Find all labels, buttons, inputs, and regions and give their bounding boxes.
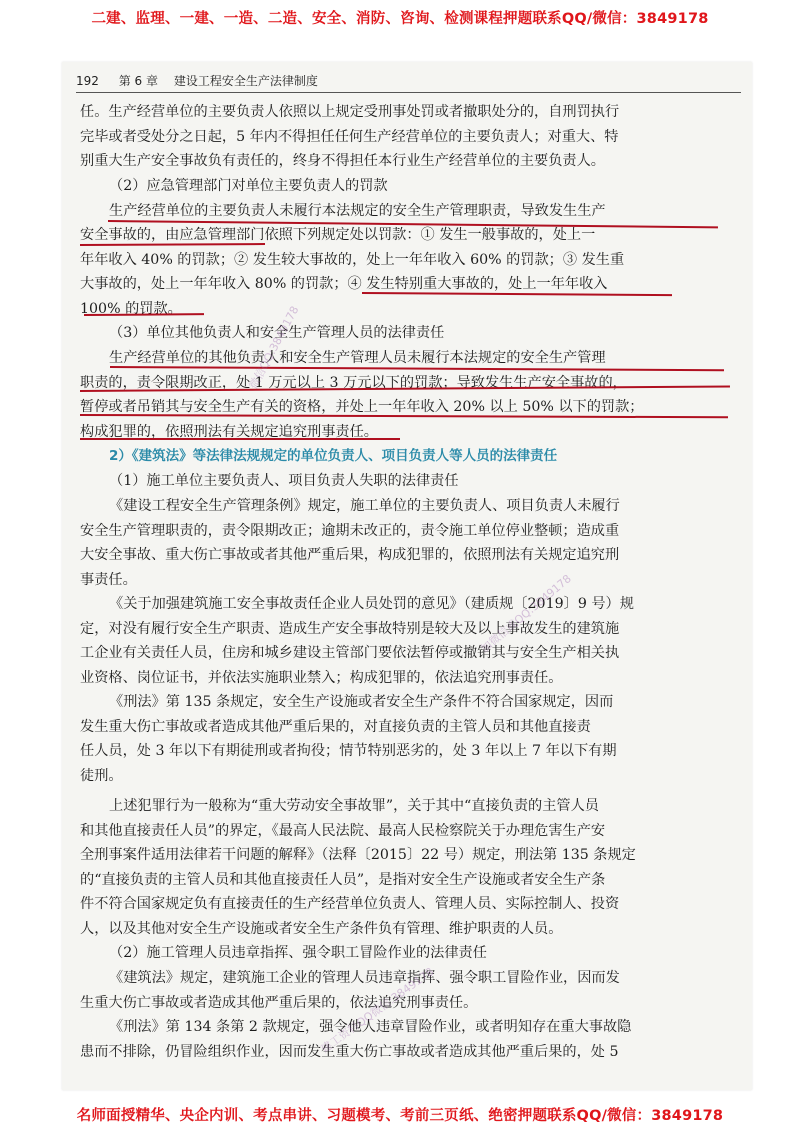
text-line: 定，对没有履行安全生产职责、造成生产安全事故特别是较大及以上事故发生的建筑施	[80, 620, 620, 637]
text-line: 构成犯罪的，依照刑法有关规定追究刑事责任。	[80, 423, 378, 440]
text-line: 徒刑。	[80, 767, 123, 784]
text-line: 《建筑法》规定，建筑施工企业的管理人员违章指挥、强令职工冒险作业，因而发	[109, 970, 620, 986]
text-line: 《关于加强建筑施工安全事故责任企业人员处罚的意见》（建质规〔2019〕9 号）规	[109, 596, 634, 612]
subsection-heading: （1）施工单位主要负责人、项目负责人失职的法律责任	[109, 473, 459, 489]
text-line: 安全事故的，由应急管理部门依照下列规定处以罚款：① 发生一般事故的，处上一	[80, 227, 596, 243]
text-line: 事责任。	[80, 571, 137, 588]
watermark: 加微信或QQ:3849178	[478, 572, 574, 656]
text-line: 任人员，处 3 年以下有期徒刑或者拘役；情节特别恶劣的，处 3 年以上 7 年以下有期	[80, 743, 617, 759]
red-underline	[80, 438, 400, 440]
text-line: 大安全事故、重大伤亡事故或者其他严重后果，构成犯罪的，依照刑法有关规定追究刑	[80, 547, 620, 563]
text-line: 患而不排除，仍冒险组织作业，因而发生重大伤亡事故或者造成其他严重后果的，处 5	[80, 1043, 619, 1060]
book-page	[62, 62, 752, 1090]
text-line: 生重大伤亡事故或者造成其他严重后果的，依法追究刑事责任。	[80, 994, 478, 1011]
page-header	[76, 70, 741, 93]
text-line: 《刑法》第 135 条规定，安全生产设施或者安全生产条件不符合国家规定，因而	[109, 694, 614, 710]
subsection-heading: （3）单位其他负责人和安全生产管理人员的法律责任	[109, 325, 445, 341]
text-line: 工企业有关责任人员，住房和城乡建设主管部门要依法暂停或撤销其与安全生产相关执	[80, 645, 620, 661]
chapter-title: 建设工程安全生产法律制度	[173, 74, 318, 88]
text-line: 任。生产经营单位的主要负责人依照以上规定受刑事处罚或者撤职处分的，自刑罚执行	[80, 104, 620, 120]
text-line: 职责的，责令限期改正，处 1 万元以上 3 万元以下的罚款；导致发生生产安全事故的，	[80, 374, 627, 391]
text-line: 暂停或者吊销其与安全生产有关的资格，并处上一年年收入 20% 以上 50% 以下的罚款；	[80, 399, 644, 415]
text-line: 和其他直接责任人员”的界定，《最高人民法院、最高人民检察院关于办理危害生产安	[80, 822, 606, 839]
text-line: 件不符合国家规定负有直接责任的生产经营单位负责人、管理人员、实际控制人、投资	[80, 896, 620, 912]
text-line: 人，以及其他对安全生产设施或者安全生产条件负有管理、维护职责的人员。	[80, 920, 563, 937]
text-line: 100% 的罚款。	[80, 300, 182, 317]
text-line: 的“直接负责的主管人员和其他直接责任人员”，是指对安全生产设施或者安全生产条	[80, 871, 606, 888]
text-line: 上述犯罪行为一般称为“重大劳动安全事故罪”，关于其中“直接负责的主管人员	[109, 798, 599, 814]
text-line: 完毕或者受处分之日起，5 年内不得担任任何生产经营单位的主要负责人；对重大、特	[80, 128, 619, 145]
subsection-heading: （2）施工管理人员违章指挥、强令职工冒险作业的法律责任	[109, 945, 487, 961]
bottom-promo-banner: 名师面授精华、央企内训、考点串讲、习题模考、考前三页纸、绝密押题联系QQ/微信：3849178	[76, 1108, 724, 1124]
text-line: 别重大生产安全事故负有责任的，终身不得担任本行业生产经营单位的主要负责人。	[80, 153, 605, 169]
text-line: 业资格、岗位证书，并依法实施职业禁入；构成犯罪的，依法追究刑事责任。	[80, 669, 563, 686]
section-heading: 2）《建筑法》等法律法规规定的单位负责人、项目负责人等人员的法律责任	[109, 448, 558, 464]
text-line: 生产经营单位的其他负责人和安全生产管理人员未履行本法规定的安全生产管理	[109, 350, 606, 366]
watermark: 建工资料QQ微信:3849178	[318, 965, 437, 1056]
top-promo-banner: 二建、监理、一建、一造、二造、安全、消防、咨询、检测课程押题联系QQ/微信：3849178	[91, 11, 709, 27]
text-line: 全刑事案件适用法律若干问题的解释》（法释〔2015〕22 号）规定，刑法第 135 条规定	[80, 847, 636, 863]
text-line: 大事故的，处上一年年收入 80% 的罚款；④ 发生特别重大事故的，处上一年年收入	[80, 276, 608, 292]
text-line: 年年收入 40% 的罚款；② 发生较大事故的，处上一年年收入 60% 的罚款；③ 发生重	[80, 251, 625, 268]
text-line: 《建设工程安全生产管理条例》规定，施工单位的主要负责人、项目负责人未履行	[109, 498, 620, 514]
watermark: 微信QQ:3849178	[246, 303, 302, 392]
text-line: 《刑法》第 134 条第 2 款规定，强令他人违章冒险作业，或者明知存在重大事故隐	[109, 1019, 632, 1035]
text-line: 生产经营单位的主要负责人未履行本法规定的安全生产管理职责，导致发生生产	[109, 202, 606, 219]
text-line: 安全生产管理职责的，责令限期改正；逾期未改正的，责令施工单位停业整顿；造成重	[80, 522, 620, 539]
text-line: 发生重大伤亡事故或者造成其他严重后果的，对直接负责的主管人员和其他直接责	[80, 718, 591, 735]
subsection-heading: （2）应急管理部门对单位主要负责人的罚款	[109, 177, 388, 194]
page-number: 192	[76, 74, 99, 88]
chapter-label: 第 6 章	[118, 74, 158, 88]
